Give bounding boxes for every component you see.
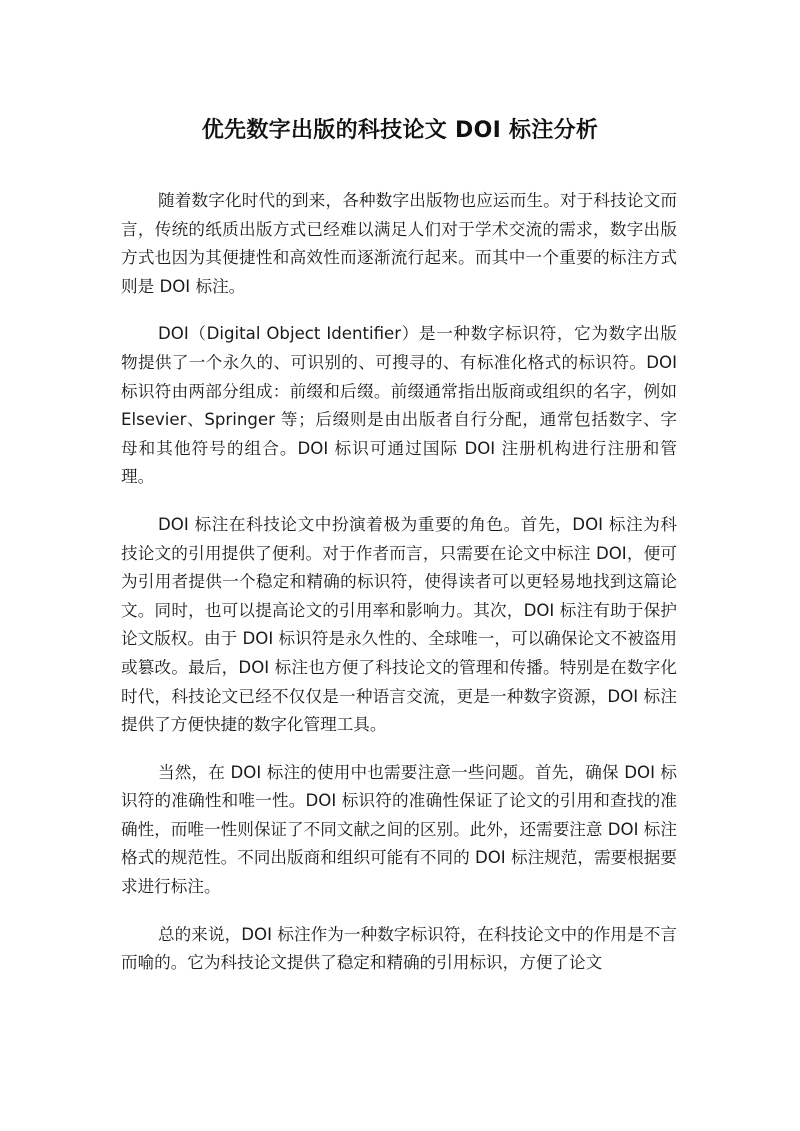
- paragraph-1: 随着数字化时代的到来，各种数字出版物也应运而生。对于科技论文而言，传统的纸质出版方式已经难以满足人们对于学术交流的需求，数字出版方式也因为其便捷性和高效性而逐渐流行起来。而其中一个重要的标注方式则是 DOI 标注。: [121, 191, 677, 296]
- paragraph-4: 当然，在 DOI 标注的使用中也需要注意一些问题。首先，确保 DOI 标识符的准确性和唯一性。DOI 标识符的准确性保证了论文的引用和查找的准确性，而唯一性则保证了不同文献之间的区别。此外，还需要注意 DOI 标注格式的规范性。不同出版商和组织可能有不同的 DOI 标注规范，需要根据要求进行标注。: [121, 762, 677, 897]
- document-body: [121, 187, 677, 997]
- paragraph-5: 总的来说，DOI 标注作为一种数字标识符，在科技论文中的作用是不言而喻的。它为科技论文提供了稳定和精确的引用标识，方便了论文: [121, 924, 677, 973]
- paragraph-2: DOI（Digital Object Identifier）是一种数字标识符，它为数字出版物提供了一个永久的、可识别的、可搜寻的、有标准化格式的标识符。DOI 标识符由两部分组成：前缀和后缀。前缀通常指出版商或组织的名字，例如 Elsevier、Springer 等；后缀则是由出版者自行分配，通常包括数字、字母和其他符号的组合。DOI 标识可通过国际 DOI 注册机构进行注册和管理。: [121, 324, 677, 487]
- paragraph-3: DOI 标注在科技论文中扮演着极为重要的角色。首先，DOI 标注为科技论文的引用提供了便利。对于作者而言，只需要在论文中标注 DOI，便可为引用者提供一个稳定和精确的标识符，使得读者可以更轻易地找到这篇论文。同时，也可以提高论文的引用率和影响力。其次，DOI 标注有助于保护论文版权。由于 DOI 标识符是永久性的、全球唯一，可以确保论文不被盗用或篡改。最后，DOI 标注也方便了科技论文的管理和传播。特别是在数字化时代，科技论文已经不仅仅是一种语言交流，更是一种数字资源，DOI 标注提供了方便快捷的数字化管理工具。: [121, 514, 677, 735]
- document-title: 优先数字出版的科技论文 DOI 标注分析: [201, 118, 599, 143]
